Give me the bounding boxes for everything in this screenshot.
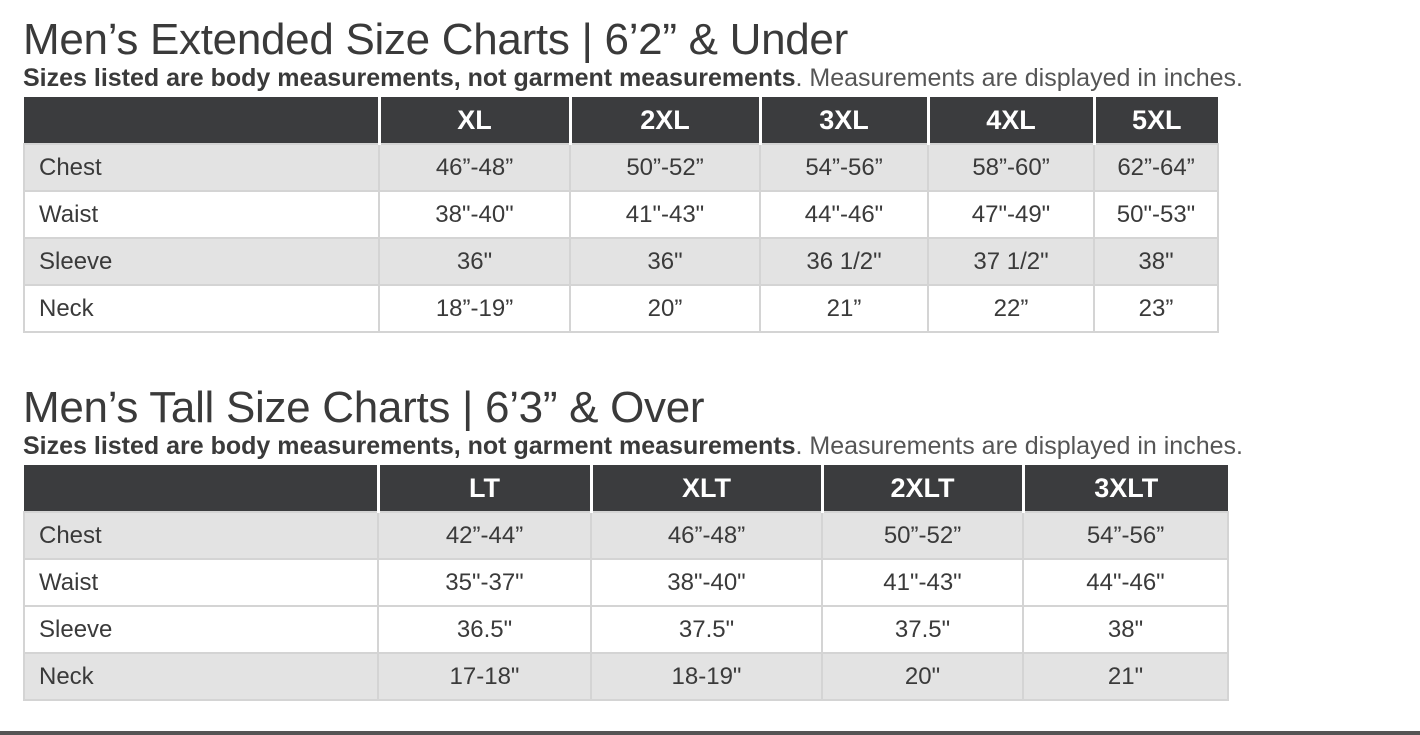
table-cell: 36" — [570, 238, 760, 285]
column-header: 4XL — [928, 97, 1094, 144]
table-cell: 20" — [822, 653, 1023, 700]
extended-size-table — [23, 97, 1219, 333]
table-cell: 22” — [928, 285, 1094, 332]
tall-chart-subtitle — [23, 430, 1243, 462]
tall-size-table — [23, 465, 1229, 701]
table-cell: 42”-44” — [378, 512, 591, 559]
bottom-divider — [0, 731, 1420, 735]
table-cell: 37.5" — [822, 606, 1023, 653]
column-header: 2XLT — [822, 465, 1023, 512]
table-cell: 36.5" — [378, 606, 591, 653]
table-cell: 46”-48” — [379, 144, 570, 191]
table-cell: 50”-52” — [570, 144, 760, 191]
column-header: 5XL — [1094, 97, 1218, 144]
table-row — [24, 285, 1218, 332]
table-cell: 54”-56” — [1023, 512, 1228, 559]
column-header: LT — [378, 465, 591, 512]
row-label: Sleeve — [24, 606, 378, 653]
row-label: Sleeve — [24, 238, 379, 285]
table-cell: 18-19" — [591, 653, 822, 700]
table-cell: 38"-40" — [591, 559, 822, 606]
table-cell: 38" — [1023, 606, 1228, 653]
table-header-row — [24, 97, 1218, 144]
header-corner-cell — [24, 97, 379, 144]
table-cell: 47"-49" — [928, 191, 1094, 238]
column-header: 2XL — [570, 97, 760, 144]
table-header-row — [24, 465, 1228, 512]
table-cell: 37 1/2" — [928, 238, 1094, 285]
table-cell: 20” — [570, 285, 760, 332]
table-cell: 46”-48” — [591, 512, 822, 559]
table-cell: 62”-64” — [1094, 144, 1218, 191]
table-cell: 36 1/2" — [760, 238, 928, 285]
table-cell: 18”-19” — [379, 285, 570, 332]
table-cell: 23” — [1094, 285, 1218, 332]
table-cell: 38" — [1094, 238, 1218, 285]
table-cell: 17-18" — [378, 653, 591, 700]
column-header: XLT — [591, 465, 822, 512]
table-cell: 50”-52” — [822, 512, 1023, 559]
table-row — [24, 191, 1218, 238]
tall-subtitle-bold: Sizes listed are body measurements, not garment measurements — [23, 432, 796, 460]
tall-chart-title: Men’s Tall Size Charts | 6’3” & Over — [23, 383, 705, 432]
column-header: 3XLT — [1023, 465, 1228, 512]
tall-subtitle-rest: . Measurements are displayed in inches. — [795, 432, 1243, 460]
extended-chart-subtitle — [23, 62, 1243, 94]
table-cell: 21" — [1023, 653, 1228, 700]
header-corner-cell — [24, 465, 378, 512]
column-header: 3XL — [760, 97, 928, 144]
column-header: XL — [379, 97, 570, 144]
table-row — [24, 653, 1228, 700]
table-cell: 54”-56” — [760, 144, 928, 191]
row-label: Chest — [24, 144, 379, 191]
table-cell: 41"-43" — [570, 191, 760, 238]
table-cell: 36" — [379, 238, 570, 285]
table-cell: 38"-40" — [379, 191, 570, 238]
row-label: Neck — [24, 653, 378, 700]
tall-size-chart-section — [23, 382, 1243, 701]
table-cell: 37.5" — [591, 606, 822, 653]
table-cell: 21” — [760, 285, 928, 332]
row-label: Neck — [24, 285, 379, 332]
table-cell: 44"-46" — [1023, 559, 1228, 606]
table-cell: 35"-37" — [378, 559, 591, 606]
table-row — [24, 512, 1228, 559]
extended-chart-title: Men’s Extended Size Charts | 6’2” & Under — [23, 15, 848, 64]
extended-subtitle-bold: Sizes listed are body measurements, not garment measurements — [23, 64, 796, 92]
table-row — [24, 559, 1228, 606]
table-cell: 44"-46" — [760, 191, 928, 238]
table-row — [24, 144, 1218, 191]
extended-subtitle-rest: . Measurements are displayed in inches. — [795, 64, 1243, 92]
table-cell: 50"-53" — [1094, 191, 1218, 238]
extended-size-chart-section — [23, 14, 1243, 333]
table-row — [24, 606, 1228, 653]
row-label: Waist — [24, 191, 379, 238]
row-label: Waist — [24, 559, 378, 606]
table-cell: 58”-60” — [928, 144, 1094, 191]
table-row — [24, 238, 1218, 285]
table-cell: 41"-43" — [822, 559, 1023, 606]
row-label: Chest — [24, 512, 378, 559]
